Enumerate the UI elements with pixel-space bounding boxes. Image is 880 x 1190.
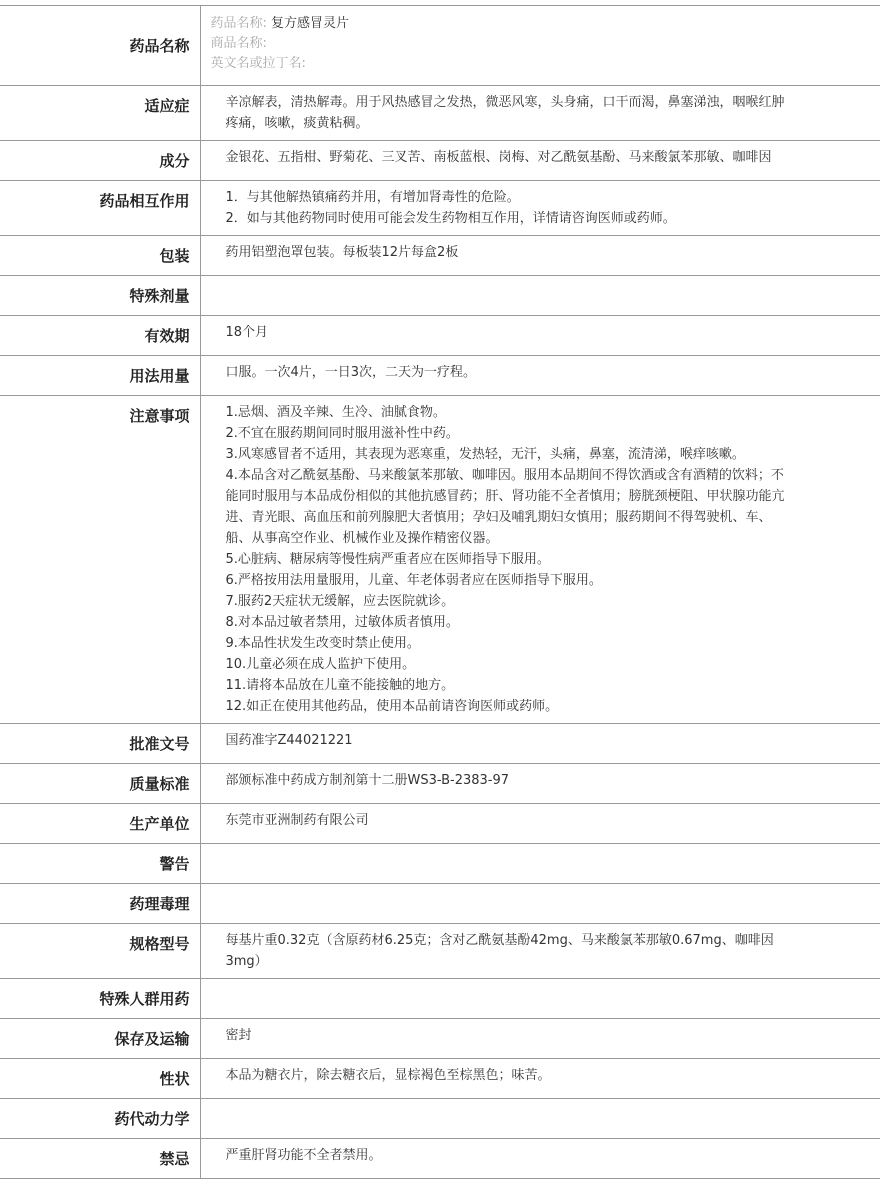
row-appearance [0,1059,880,1099]
quality-standard-value: 部颁标准中药成方制剂第十二册WS3-B-2383-97 [225,773,510,788]
drug-name-label: 药品名称 [0,6,200,86]
precaution-item: 1.忌烟、酒及辛辣、生冷、油腻食物。 [225,405,446,420]
appearance-value: 本品为糖衣片，除去糖衣后，显棕褐色至棕黑色；味苦。 [225,1068,551,1083]
precaution-item: 2.不宜在服药期间同时服用滋补性中药。 [225,426,459,441]
generic-name-value: 复方感冒灵片 [271,16,350,31]
row-storage [0,1019,880,1059]
drug-name-value [200,6,880,86]
storage-label: 保存及运输 [0,1019,200,1059]
generic-name-label: 药品名称: [210,16,267,31]
generic-name-line [211,14,871,34]
usage-label: 用法用量 [0,356,200,396]
english-name-label: 英文名或拉丁名: [210,56,306,71]
indications-label: 适应症 [0,86,200,141]
precautions-label: 注意事项 [0,396,200,724]
row-specification [0,924,880,979]
indications-value: 辛凉解表，清热解毒。用于风热感冒之发热，微恶风寒，头身痛，口干而渴，鼻塞涕浊，咽喉红肿疼痛，咳嗽，痰黄粘稠。 [225,95,785,131]
shelf-life-value: 18个月 [225,325,269,340]
row-precautions [0,396,880,724]
packaging-value: 药用铝塑泡罩包装。每板装12片每盒2板 [225,245,459,260]
row-shelf-life [0,316,880,356]
precaution-item: 6.严格按用法用量服用，儿童、年老体弱者应在医师指导下服用。 [225,573,602,588]
trade-name-line [211,34,871,54]
english-name-line [211,54,871,74]
pharmacology-label: 药理毒理 [0,884,200,924]
warning-value [200,844,880,884]
usage-value: 口服。一次4片，一日3次，二天为一疗程。 [225,365,477,380]
precaution-item: 11.请将本品放在儿童不能接触的地方。 [225,678,455,693]
ingredients-value: 金银花、五指柑、野菊花、三叉苦、南板蓝根、岗梅、对乙酰氨基酚、马来酸氯苯那敏、咖啡因 [225,150,772,165]
row-special-population [0,979,880,1019]
row-packaging [0,236,880,276]
row-contraindications [0,1139,880,1179]
quality-standard-label: 质量标准 [0,764,200,804]
specification-label: 规格型号 [0,924,200,979]
precaution-item: 7.服药2天症状无缓解，应去医院就诊。 [225,594,455,609]
appearance-label: 性状 [0,1059,200,1099]
shelf-life-label: 有效期 [0,316,200,356]
pharmacokinetics-label: 药代动力学 [0,1099,200,1139]
row-warning [0,844,880,884]
trade-name-label: 商品名称: [210,36,267,51]
precaution-item: 10.儿童必须在成人监护下使用。 [225,657,416,672]
precaution-item: 4.本品含对乙酰氨基酚、马来酸氯苯那敏、咖啡因。服用本品期间不得饮酒或含有酒精的饮料；不能同时服用与本品成份相似的其他抗感冒药；肝、肾功能不全者慎用；膀胱颈梗阻、甲状腺功能亢进、青光眼、高血压和前列腺肥大者慎用；孕妇及哺乳期妇女慎用；服药期间不得驾驶机、车、船、从事高空作业、机械作业及操作精密仪器。 [225,468,785,546]
special-population-value [200,979,880,1019]
row-interactions [0,181,880,236]
interactions-value [200,181,880,236]
interaction-line: 1．与其他解热镇痛药并用，有增加肾毒性的危险。 [225,190,520,205]
row-pharmacology [0,884,880,924]
pharmacokinetics-value [200,1099,880,1139]
drug-spec-table [0,5,880,1179]
precaution-item: 12.如正在使用其他药品，使用本品前请咨询医师或药师。 [225,699,559,714]
approval-number-value: 国药准字Z44021221 [225,733,353,748]
special-population-label: 特殊人群用药 [0,979,200,1019]
storage-value: 密封 [225,1028,252,1043]
warning-label: 警告 [0,844,200,884]
row-ingredients [0,141,880,181]
interaction-line: 2．如与其他药物同时使用可能会发生药物相互作用，详情请咨询医师或药师。 [225,211,676,226]
approval-number-label: 批准文号 [0,724,200,764]
precaution-item: 8.对本品过敏者禁用，过敏体质者慎用。 [225,615,459,630]
row-approval-number [0,724,880,764]
special-dosage-label: 特殊剂量 [0,276,200,316]
row-usage [0,356,880,396]
row-indications [0,86,880,141]
row-special-dosage [0,276,880,316]
precaution-item: 9.本品性状发生改变时禁止使用。 [225,636,420,651]
contraindications-label: 禁忌 [0,1139,200,1179]
row-manufacturer [0,804,880,844]
special-dosage-value [200,276,880,316]
manufacturer-value: 东莞市亚洲制药有限公司 [225,813,369,828]
precaution-item: 3.风寒感冒者不适用，其表现为恶寒重，发热轻，无汗，头痛，鼻塞，流清涕，喉痒咳嗽。 [225,447,745,462]
row-pharmacokinetics [0,1099,880,1139]
ingredients-label: 成分 [0,141,200,181]
precautions-value [200,396,880,724]
pharmacology-value [200,884,880,924]
row-drug-name [0,6,880,86]
packaging-label: 包装 [0,236,200,276]
specification-value: 每基片重0.32克（含原药材6.25克；含对乙酰氨基酚42mg、马来酸氯苯那敏0.67mg、咖啡因3mg） [225,933,774,969]
contraindications-value: 严重肝肾功能不全者禁用。 [225,1148,382,1163]
interactions-label: 药品相互作用 [0,181,200,236]
manufacturer-label: 生产单位 [0,804,200,844]
row-quality-standard [0,764,880,804]
precaution-item: 5.心脏病、糖尿病等慢性病严重者应在医师指导下服用。 [225,552,550,567]
